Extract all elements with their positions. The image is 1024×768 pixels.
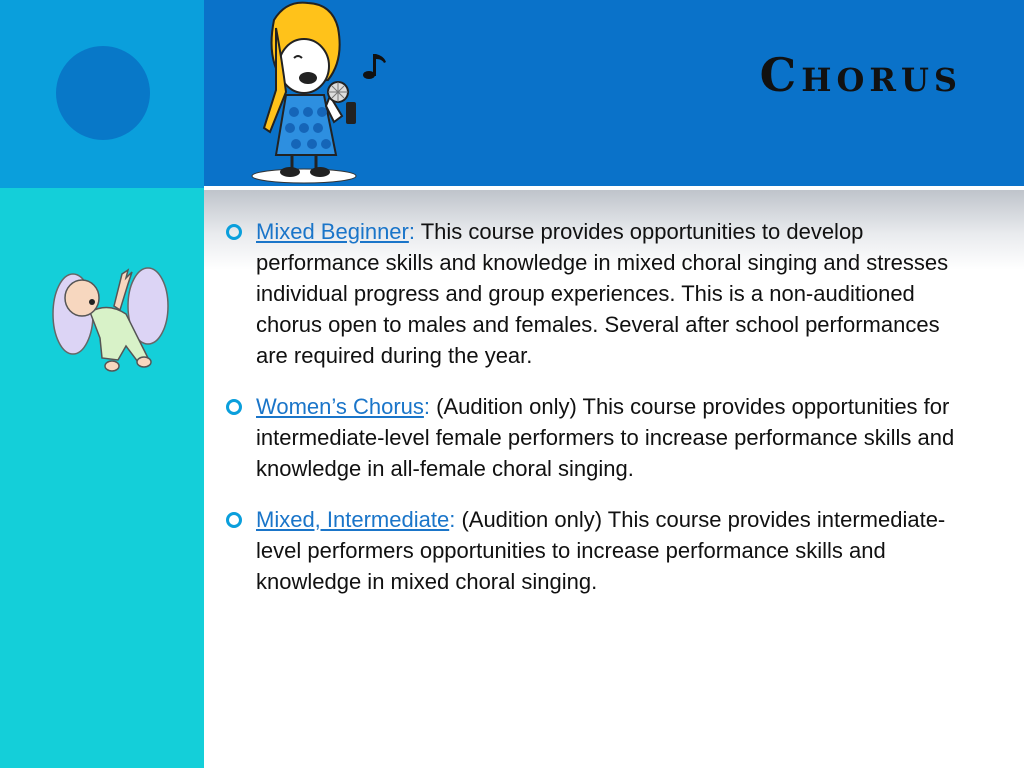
course-link-mixed-intermediate[interactable]: Mixed, Intermediate (256, 507, 450, 532)
course-link-womens-chorus[interactable]: Women’s Chorus (256, 394, 424, 419)
top-left-panel (0, 0, 204, 188)
course-item-mixed-intermediate (226, 504, 966, 597)
bullet-circle-icon (226, 512, 242, 528)
course-item-mixed-beginner (226, 216, 966, 371)
course-list (226, 216, 966, 617)
course-colon: : (449, 507, 456, 532)
decorative-circle (56, 46, 150, 140)
baby-singer-icon (48, 262, 174, 377)
course-colon: : (408, 219, 415, 244)
course-colon: : (423, 394, 431, 419)
course-link-mixed-beginner[interactable]: Mixed Beginner (256, 219, 409, 244)
bullet-circle-icon (226, 224, 242, 240)
music-note-icon (362, 50, 388, 82)
slide-title: Chorus (759, 48, 962, 102)
course-description: (Audition only) This course provides opportunities for intermediate-level female performers to increase performance skills and knowledge in all-female choral singing. (256, 394, 955, 481)
bullet-circle-icon (226, 399, 242, 415)
course-description: This course provides opportunities to develop performance skills and knowledge in mixed choral singing and stresses individual progress and group experiences. This is a non-auditioned chorus open to males and females. Several after school performances are required during the year. (256, 219, 949, 368)
course-item-womens-chorus (226, 391, 966, 484)
course-description: (Audition only) This course provides intermediate-level performers opportunities to increase performance skills and knowledge in mixed choral singing. (256, 507, 946, 594)
girl-singing-icon (246, 0, 396, 185)
